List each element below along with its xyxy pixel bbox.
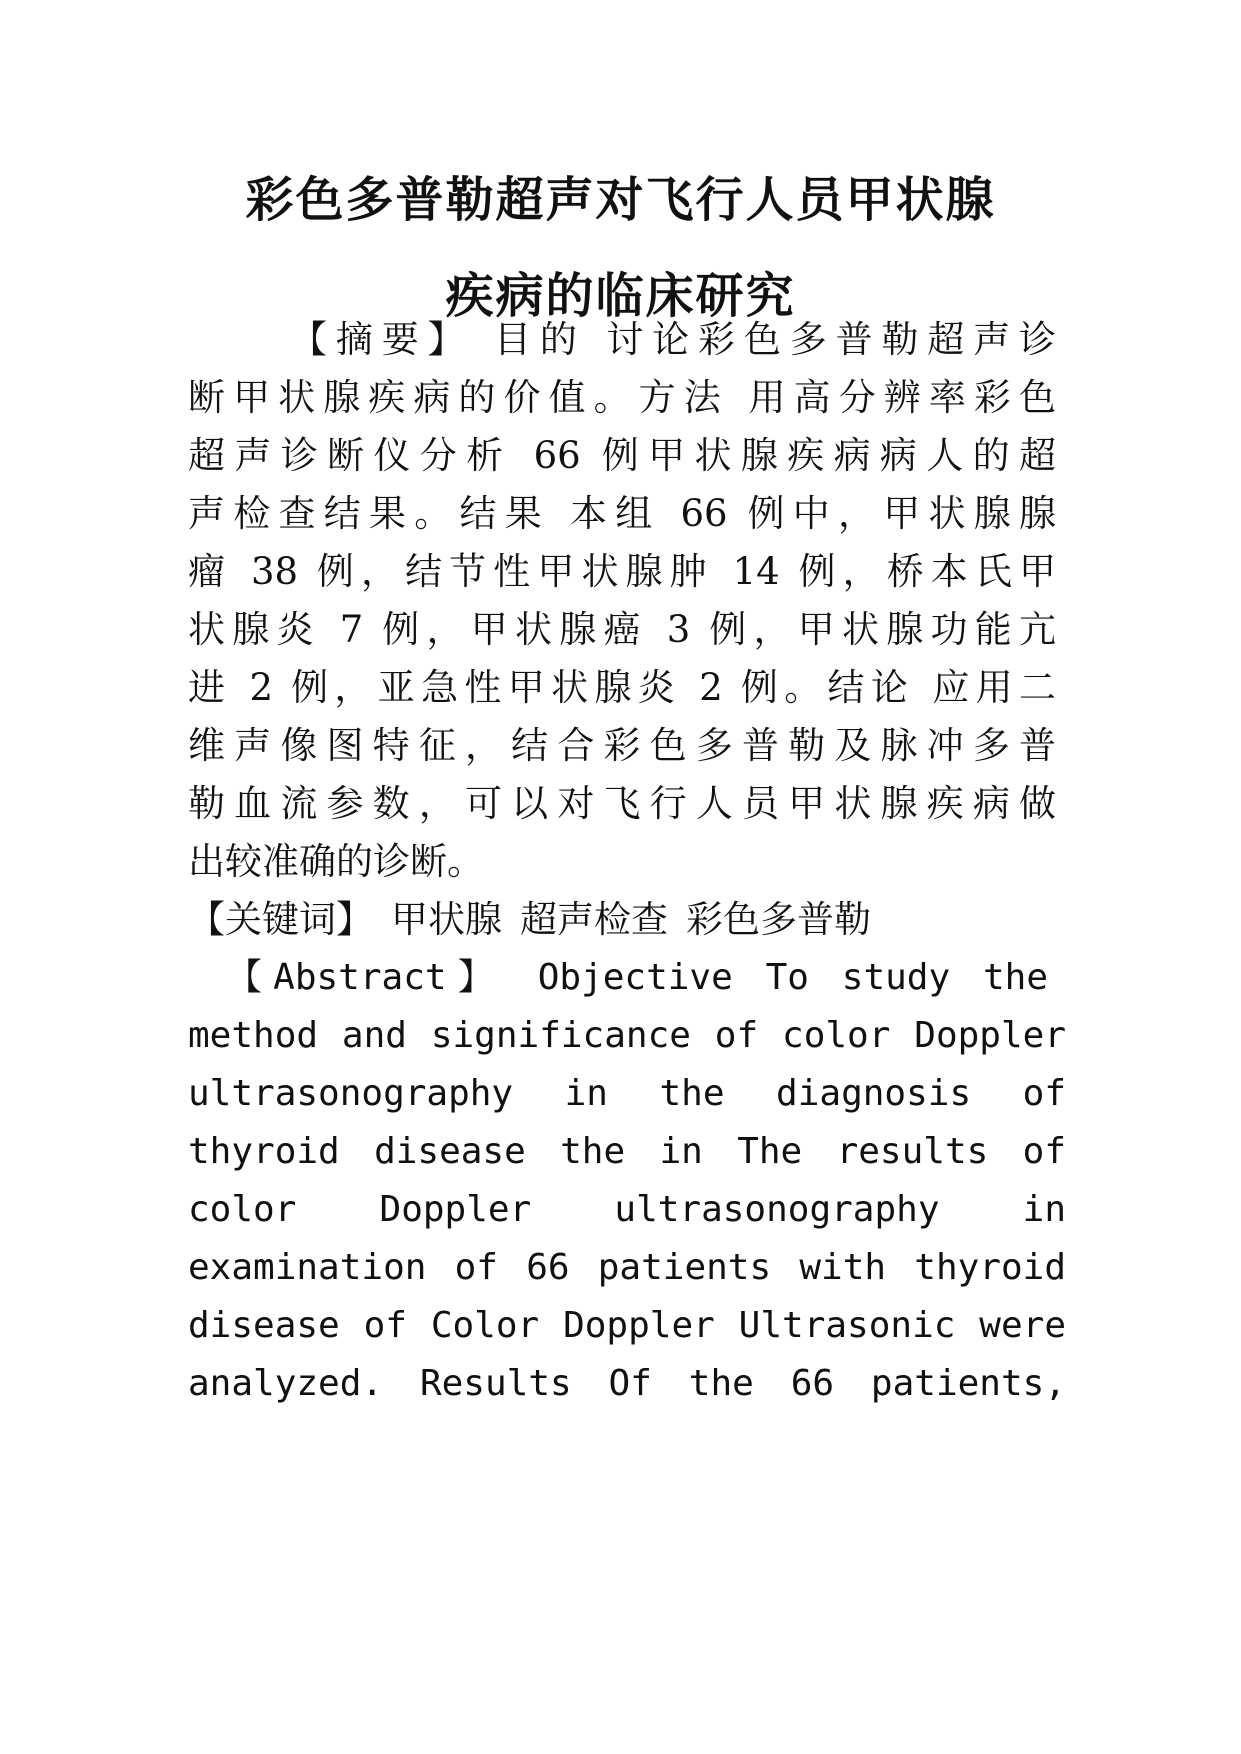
abstract-cn-line: 维声像图特征，结合彩色多普勒及脉冲多普 xyxy=(188,724,1056,767)
abstract-en-line: method and significance of color Doppler xyxy=(188,1015,1066,1056)
abstract-en-line: analyzed. Results Of the 66 patients, xyxy=(188,1363,1066,1404)
abstract-cn-line: 瘤 38 例，结节性甲状腺肿 14 例，桥本氏甲 xyxy=(188,550,1056,593)
keywords-line xyxy=(188,888,1056,952)
abstract-en-line: color Doppler ultrasonography in xyxy=(188,1189,1066,1230)
abstract-en-line: 【Abstract】 Objective To study the xyxy=(226,957,1048,998)
keyword-item: 超声检查 xyxy=(520,898,668,941)
abstract-cn-line: 进 2 例，亚急性甲状腺炎 2 例。结论 应用二 xyxy=(188,666,1056,709)
abstract-cn-line: 状腺炎 7 例，甲状腺癌 3 例，甲状腺功能亢 xyxy=(188,608,1056,651)
abstract-cn-line: 勒血流参数，可以对飞行人员甲状腺疾病做 xyxy=(188,782,1056,825)
abstract-cn-line: 【摘要】 目的 讨论彩色多普勒超声诊 xyxy=(290,318,1056,361)
keywords-label: 【关键词】 xyxy=(188,898,373,941)
abstract-cn-line: 断甲状腺疾病的价值。方法 用高分辨率彩色 xyxy=(188,376,1056,419)
abstract-en-line: ultrasonography in the diagnosis of xyxy=(188,1073,1066,1114)
keyword-item: 彩色多普勒 xyxy=(686,898,871,941)
title-line-1: 彩色多普勒超声对飞行人员甲状腺 xyxy=(245,172,996,228)
abstract-cn-line: 出较准确的诊断。 xyxy=(188,840,484,883)
keyword-item: 甲状腺 xyxy=(391,898,502,941)
abstract-en-line: thyroid disease the in The results of xyxy=(188,1131,1066,1172)
abstract-en-line: disease of Color Doppler Ultrasonic were xyxy=(188,1305,1066,1346)
abstract-en-line: examination of 66 patients with thyroid xyxy=(188,1247,1066,1288)
title-line-2: 疾病的临床研究 xyxy=(445,268,796,324)
abstract-cn-line: 声检查结果。结果 本组 66 例中，甲状腺腺 xyxy=(188,492,1056,535)
abstract-cn-line: 超声诊断仪分析 66 例甲状腺疾病病人的超 xyxy=(188,434,1056,477)
